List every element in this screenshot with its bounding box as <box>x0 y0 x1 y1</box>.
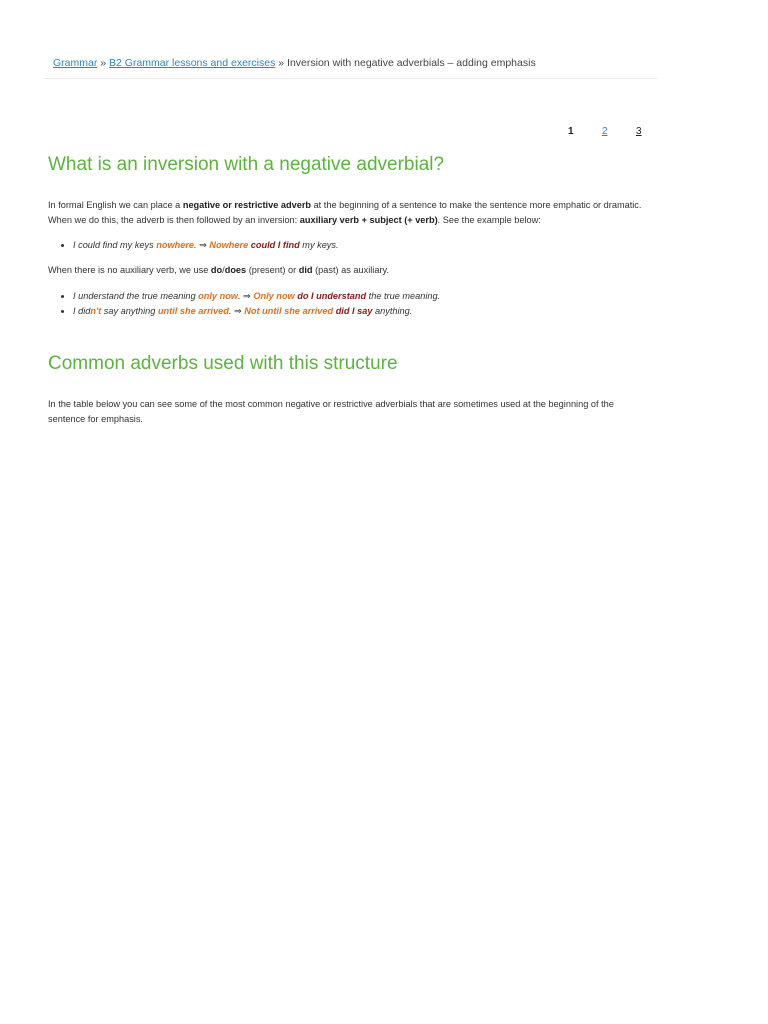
bold-term: do <box>210 265 223 275</box>
page-1-current: 1 <box>568 126 574 137</box>
text: In formal English we can place a <box>48 200 183 210</box>
text: When there is no auxiliary verb, we use <box>48 265 211 275</box>
header-divider <box>44 78 658 79</box>
text: my keys. <box>299 240 339 250</box>
pagination <box>560 126 650 140</box>
example-list <box>48 289 653 319</box>
negation-highlight: n't <box>90 306 102 316</box>
inversion-highlight: did I say <box>335 306 373 316</box>
inversion-highlight: do I understand <box>297 291 367 301</box>
text: I understand the true meaning <box>73 291 199 301</box>
text: say anything <box>101 306 158 316</box>
section-heading-common-adverbs: Common adverbs used with this structure <box>48 353 398 374</box>
breadcrumb-current-page: Inversion with negative adverbials – adding emphasis <box>287 57 536 69</box>
arrow-text: . ⇒ <box>228 306 245 316</box>
example-item <box>73 238 653 253</box>
breadcrumb-separator: » <box>97 57 110 69</box>
adverb-highlight: Not until she arrived <box>244 306 334 316</box>
bold-term: auxiliary verb + subject (+ verb) <box>299 215 438 225</box>
text: I could find my keys <box>73 240 157 250</box>
intro-paragraph <box>48 198 653 228</box>
adverb-highlight: only now <box>198 291 238 301</box>
text: . See the example below: <box>437 215 541 225</box>
text: I did <box>73 306 91 316</box>
example-item <box>73 289 653 304</box>
example-list <box>48 238 653 253</box>
text: at the beginning of a sentence to make the sentence more emphatic or dramatic. When we do this, the adverb is then followed by an inversion: <box>48 200 642 225</box>
inversion-highlight: could I find <box>250 240 300 250</box>
table-intro-paragraph: In the table below you can see some of the most common negative or restrictive adverbials that are sometimes used at the beginning of the sentence for emphasis. <box>48 399 614 424</box>
arrow-text: . ⇒ <box>194 240 210 250</box>
bold-term: does <box>224 265 247 275</box>
breadcrumb-link-grammar[interactable]: Grammar <box>53 57 98 69</box>
section-heading-inversion: What is an inversion with a negative adverbial? <box>48 154 445 175</box>
text: the true meaning. <box>366 291 441 301</box>
adverb-highlight: nowhere <box>156 240 195 250</box>
breadcrumb <box>53 56 658 70</box>
example-item <box>73 304 653 319</box>
breadcrumb-separator: » <box>275 57 288 69</box>
adverb-highlight: Only now <box>253 291 295 301</box>
page-3-link[interactable]: 3 <box>636 126 642 137</box>
text: anything. <box>372 306 413 316</box>
arrow-text: . ⇒ <box>237 291 254 301</box>
bold-term: did <box>298 265 313 275</box>
adverb-highlight: until she arrived <box>157 306 229 316</box>
bold-term: negative or restrictive adverb <box>182 200 312 210</box>
breadcrumb-link-b2-lessons[interactable]: B2 Grammar lessons and exercises <box>109 57 276 69</box>
page-2-link[interactable]: 2 <box>602 126 608 137</box>
text: (past) as auxiliary. <box>312 265 389 275</box>
auxiliary-note <box>48 263 653 278</box>
text: / <box>222 265 225 275</box>
adverb-highlight: Nowhere <box>209 240 249 250</box>
text: (present) or <box>246 265 299 275</box>
